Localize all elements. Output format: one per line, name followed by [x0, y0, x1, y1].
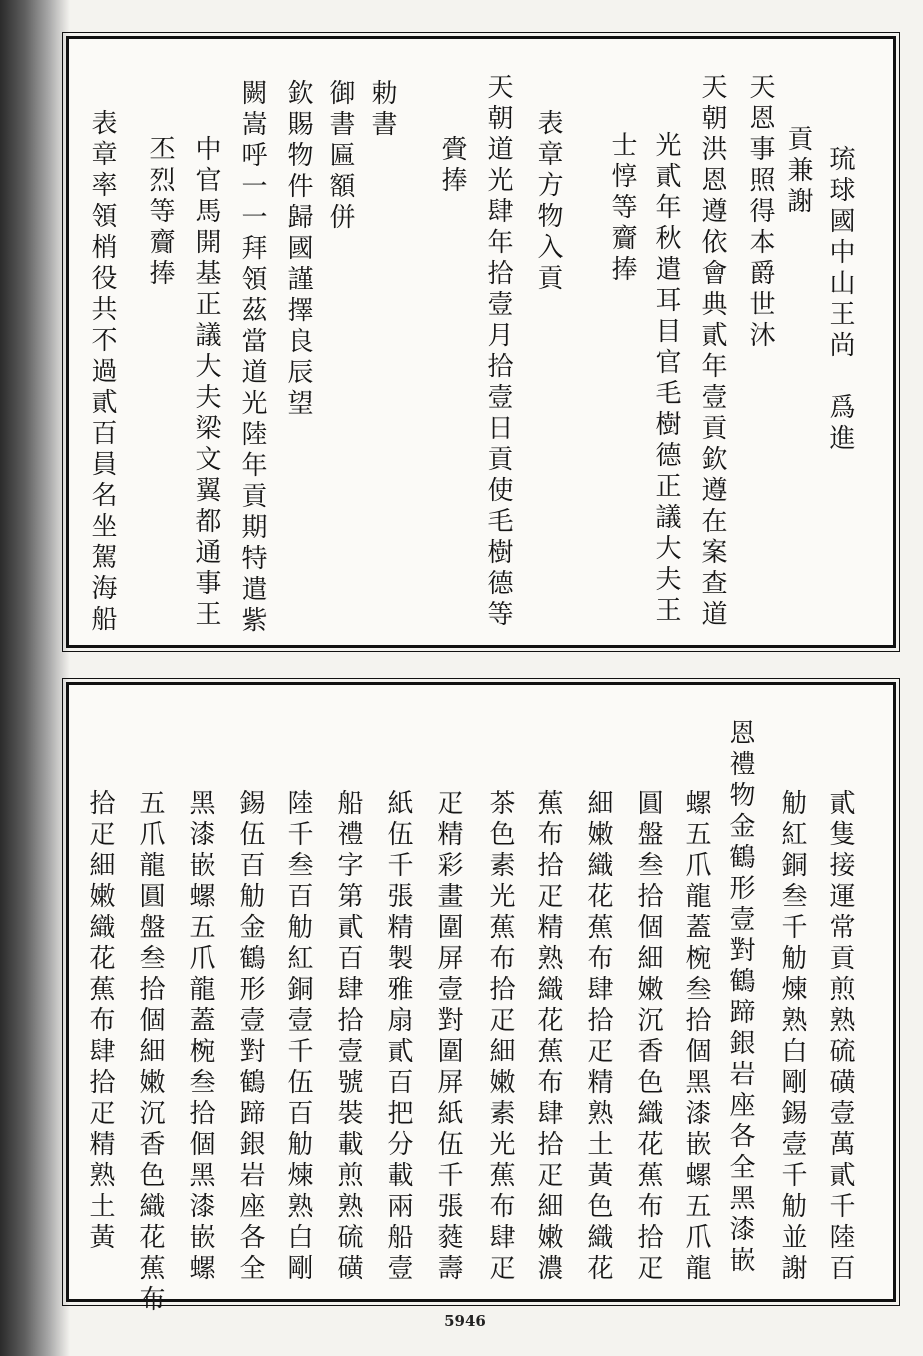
text-column-26: 紙伍千張精製雅扇貳百把分載兩船壹	[383, 789, 413, 1285]
text-column-30: 黑漆嵌螺五爪龍蓋椀叁拾個黑漆嵌螺	[185, 789, 215, 1285]
lower-text-frame	[66, 682, 896, 1316]
text-column-23: 蕉布拾疋精熟織花蕉布肆拾疋細嫩濃	[533, 789, 563, 1285]
text-column-20: 螺五爪龍蓋椀叁拾個黑漆嵌螺五爪龍	[681, 789, 711, 1285]
text-column-6: 士惇等齎捧	[607, 131, 637, 286]
text-column-1: 琉球國中山王尚 爲進	[825, 145, 855, 455]
text-column-17: 貳隻接運常貢煎熟硫磺壹萬貳千陸百	[825, 789, 855, 1285]
text-column-31: 五爪龍圓盤叁拾個細嫩沉香色織花蕉布	[135, 789, 165, 1316]
text-column-13: 闕嵩呼一一拜領茲當道光陸年貢期特遣紫	[237, 79, 267, 637]
text-column-19: 恩禮物金鶴形壹對鶴蹄銀岩座各全黑漆嵌	[725, 719, 755, 1277]
text-column-8: 天朝道光肆年拾壹月拾壹日貢使毛樹德等	[483, 73, 513, 631]
page-number: 5946	[444, 1312, 486, 1330]
text-column-24: 茶色素光蕉布拾疋細嫩素光蕉布肆疋	[485, 789, 515, 1285]
text-column-12: 欽賜物件歸國謹擇良辰望	[283, 79, 313, 420]
text-column-29: 錫伍百觔金鶴形壹對鶴蹄銀岩座各全	[235, 789, 265, 1285]
text-column-18: 觔紅銅叁千觔煉熟白剛錫壹千觔並謝	[777, 789, 807, 1285]
text-column-7: 表章方物入貢	[533, 109, 563, 295]
text-column-2: 貢兼謝	[783, 125, 813, 218]
text-column-14: 中官馬開基正議大夫梁文翼都通事王	[191, 135, 221, 631]
text-column-27: 船禮字第貳百肆拾壹號裝載煎熟硫磺	[333, 789, 363, 1285]
text-column-10: 勅書	[367, 79, 397, 141]
text-column-11: 御書匾額併	[325, 79, 355, 234]
text-column-5: 光貳年秋遣耳目官毛樹德正議大夫王	[651, 131, 681, 627]
text-column-9: 賫捧	[437, 135, 467, 197]
text-column-21: 圓盤叁拾個細嫩沉香色織花蕉布拾疋	[633, 789, 663, 1285]
book-binding-shadow	[0, 0, 70, 1356]
text-column-25: 疋精彩畫圍屏壹對圍屏紙伍千張蕤壽	[433, 789, 463, 1285]
text-column-22: 細嫩織花蕉布肆拾疋精熟土黃色織花	[583, 789, 613, 1285]
text-column-16: 表章率領梢役共不過貳百員名坐駕海船	[87, 109, 117, 636]
text-column-32: 拾疋細嫩織花蕉布肆拾疋精熟土黃	[85, 789, 115, 1254]
text-column-28: 陸千叁百觔紅銅壹千伍百觔煉熟白剛	[283, 789, 313, 1285]
upper-text-frame	[66, 36, 896, 648]
text-column-3: 天恩事照得本爵世沐	[745, 73, 775, 352]
text-column-15: 丕烈等齎捧	[145, 135, 175, 290]
text-column-4: 天朝洪恩遵依會典貳年壹貢欽遵在案查道	[697, 73, 727, 631]
